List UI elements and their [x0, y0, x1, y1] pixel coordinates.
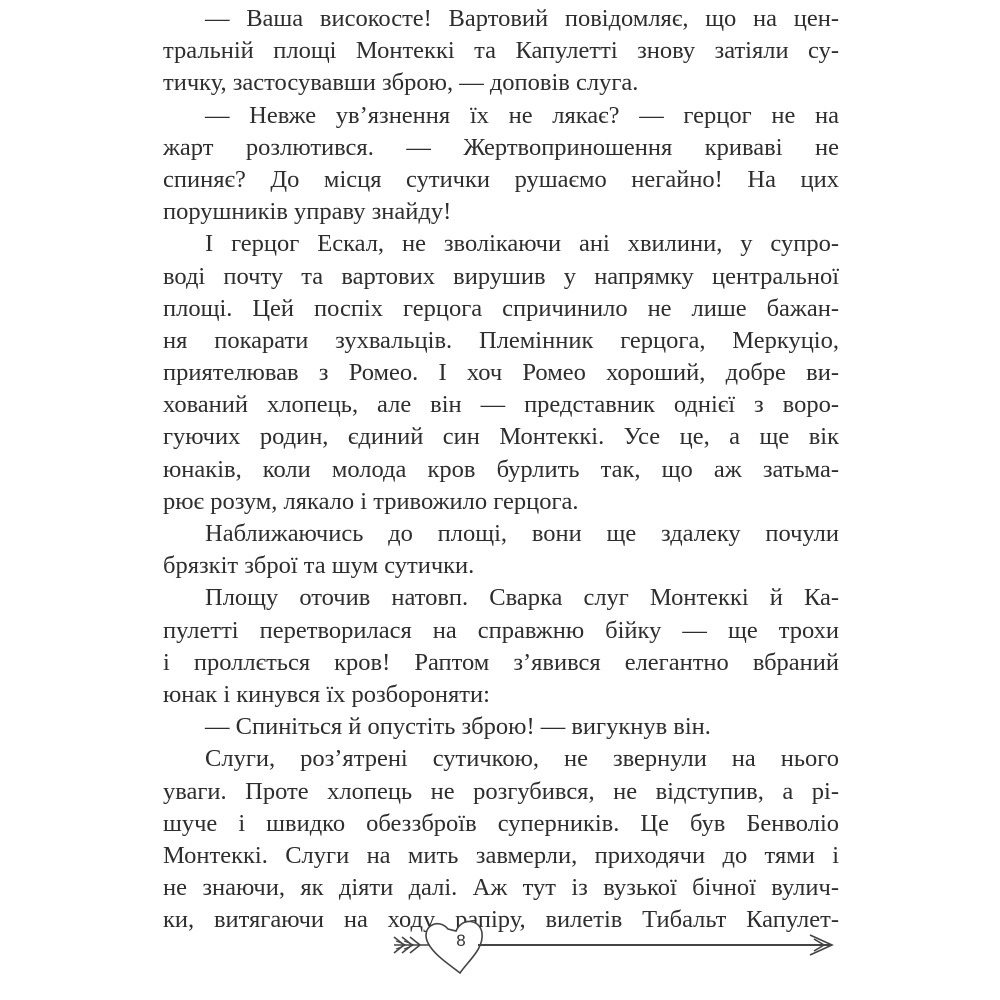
text-line: Наближаючись до площі, вони ще здалеку почули: [205, 520, 839, 547]
page-number: 8: [456, 931, 466, 950]
text-line: порушників управу знайду!: [163, 198, 452, 226]
text-line: площі. Цей поспіх герцога спричинило не лише бажан-: [163, 294, 839, 322]
text-line: гуючих родин, єдиний син Монтеккі. Усе це, а ще вік: [163, 423, 839, 451]
text-line: Слуги, роз’ятрені сутичкою, не звернули на нього: [205, 745, 839, 773]
text-line: юнаків, коли молода кров бурлить так, що аж затьма-: [163, 455, 839, 483]
text-line: спиняє? До місця сутички рушаємо негайно! На цих: [163, 165, 839, 193]
text-line: ня покарати зухвальців. Племінник герцога, Меркуціо,: [163, 326, 839, 354]
text-line: І герцог Ескал, не зволікаючи ані хвилини, у супро-: [205, 230, 839, 258]
text-line: жарт розлютився. — Жертвоприношення криваві не: [163, 133, 839, 161]
text-line: юнак і кинувся їх розбороняти:: [163, 680, 490, 708]
text-line: тичку, застосувавши зброю, — доповів слуга.: [163, 69, 639, 97]
text-line: Монтеккі. Слуги на мить завмерли, приходячи до тями і: [163, 841, 839, 869]
text-line: — Спиніться й опустіть зброю! — вигукнув він.: [205, 713, 711, 741]
text-line: — Ваша високосте! Вартовий повідомляє, що на цен-: [205, 5, 839, 32]
text-line: і проллється кров! Раптом з’явився елегантно вбраний: [163, 648, 839, 676]
text-line: брязкіт зброї та шум сутички.: [163, 552, 475, 580]
text-line: рює розум, лякало і тривожило герцога.: [163, 487, 579, 515]
text-line: хований хлопець, але він — представник однієї з воро-: [163, 391, 839, 419]
text-line: уваги. Проте хлопець не розгубився, не відступив, а рі-: [163, 777, 839, 805]
text-line: приятелював з Ромео. І хоч Ромео хороший, добре ви-: [163, 359, 839, 387]
text-line: — Невже ув’язнення їх не лякає? — герцог не на: [205, 101, 839, 129]
text-line: шуче і швидко обеззброїв суперників. Це був Бенволіо: [163, 809, 839, 837]
page-footer: [390, 915, 840, 975]
text-line: Площу оточив натовп. Сварка слуг Монтеккі й Ка-: [205, 584, 839, 612]
text-line: тральній площі Монтеккі та Капулетті знову затіяли су-: [163, 37, 839, 65]
text-line: ки, витягаючи на ходу рапіру, вилетів Тибальт Капулет-: [163, 906, 839, 934]
text-line: пулетті перетворилася на справжню бійку — ще трохи: [163, 616, 839, 644]
text-line: воді почту та вартових вирушив у напрямку центральної: [163, 262, 839, 290]
page-body-text: [163, 3, 839, 936]
text-line: не знаючи, як діяти далі. Аж тут із вузької бічної вулич-: [163, 874, 839, 902]
